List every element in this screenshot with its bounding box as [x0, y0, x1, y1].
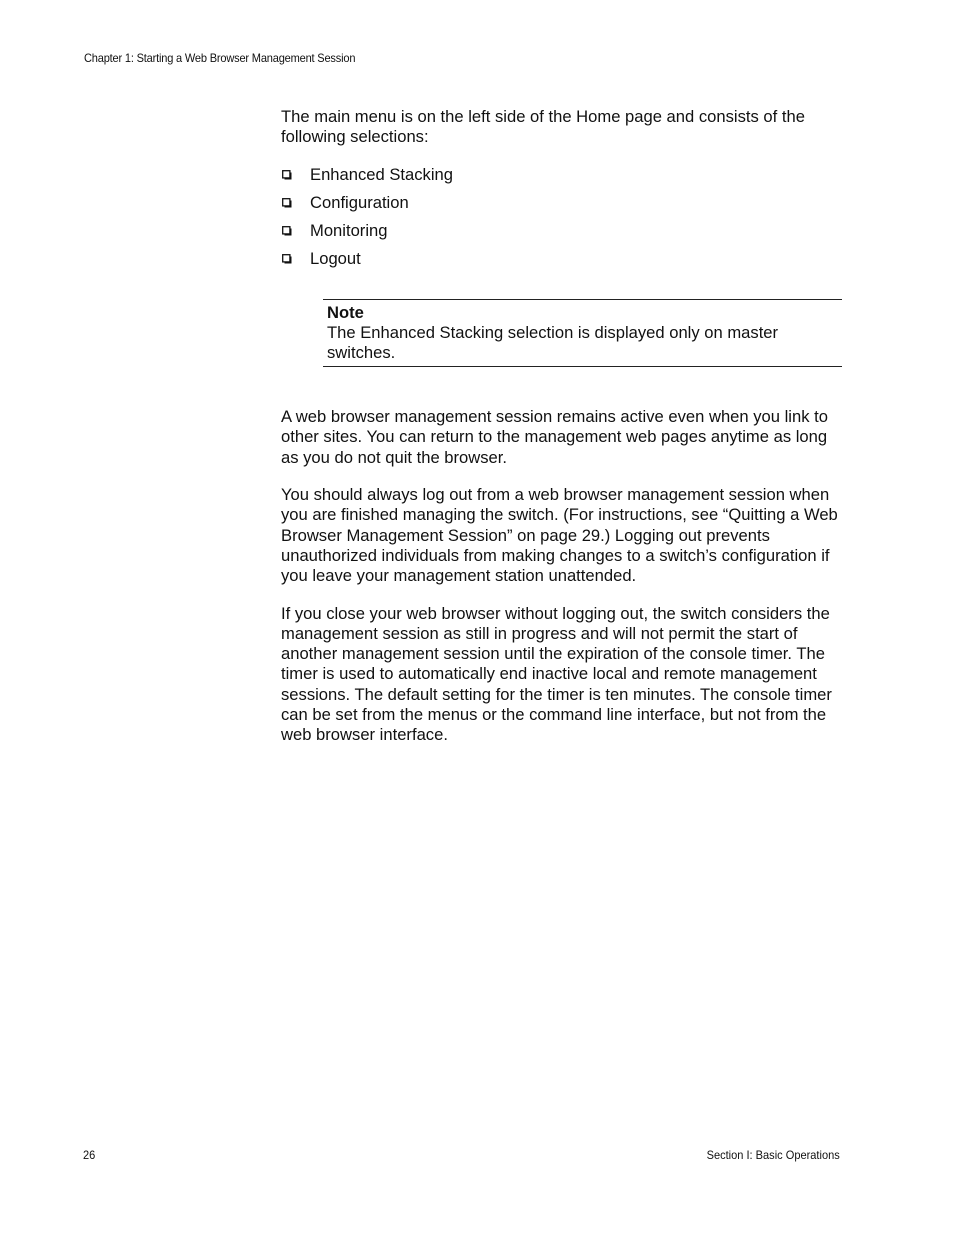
checkbox-bullet-icon	[282, 170, 292, 180]
body-paragraph: If you close your web browser without logging out, the switch considers the management session as still in progress and will not permit the start of another management session until the expiration of the console timer. The timer is used to automatically end inactive local and remote management sessions. The default setting for the timer is ten minutes. The console timer can be set from the menus or the command line interface, but not from the web browser interface.	[281, 603, 832, 745]
checkbox-bullet-icon	[282, 254, 292, 264]
section-footer: Section I: Basic Operations	[706, 1148, 840, 1162]
note-text: The Enhanced Stacking selection is displayed only on master switches.	[327, 322, 779, 362]
intro-paragraph: The main menu is on the left side of the Home page and consists of the following selections:	[281, 107, 805, 147]
list-item	[281, 193, 843, 221]
list-item	[281, 221, 843, 249]
running-header: Chapter 1: Starting a Web Browser Management Session	[84, 51, 356, 65]
note-title: Note	[327, 302, 364, 322]
list-item-label: Monitoring	[310, 220, 388, 240]
list-item-label: Logout	[310, 248, 361, 268]
main-menu-selection-list	[281, 165, 843, 277]
note-box	[323, 299, 842, 368]
checkbox-bullet-icon	[282, 198, 292, 208]
checkbox-bullet-icon	[282, 226, 292, 236]
list-item	[281, 165, 843, 193]
page-body	[281, 107, 843, 763]
list-item-label: Configuration	[310, 192, 409, 212]
body-paragraph: A web browser management session remains active even when you link to other sites. You can return to the management web pages anytime as long as you do not quit the browser.	[281, 407, 828, 467]
list-item	[281, 249, 843, 277]
body-paragraph: You should always log out from a web browser management session when you are finished managing the switch. (For instructions, see “Quitting a Web Browser Management Session” on page 29.) Logging out prevents unauthorized individuals from making changes to a switch’s configuration if you leave your management station unattended.	[281, 485, 838, 586]
page-number: 26	[83, 1148, 96, 1162]
list-item-label: Enhanced Stacking	[310, 164, 453, 184]
